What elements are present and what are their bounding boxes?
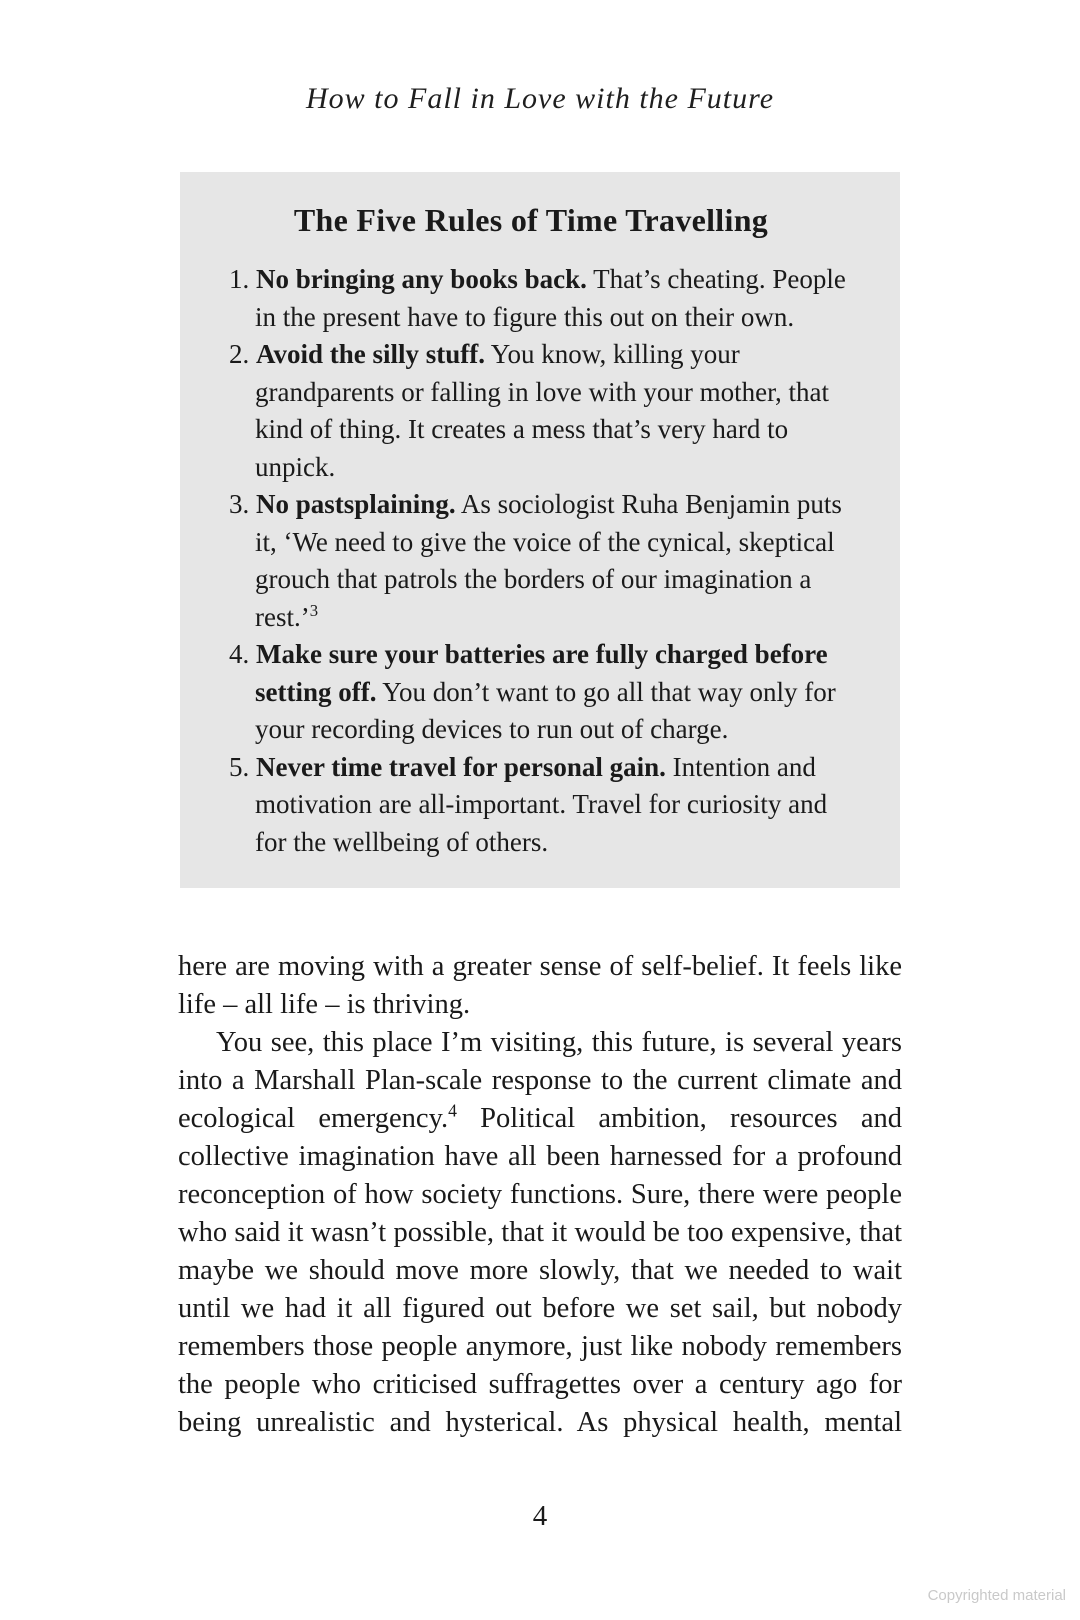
footnote-ref: 3 bbox=[309, 600, 319, 620]
paragraph-text: You see, this place I’m visiting, this future, is several years into a Marshall Plan-scale response to the current climate and ecological emergency. bbox=[178, 1027, 902, 1134]
rule-lead: No bringing any books back. bbox=[256, 264, 587, 294]
rules-list bbox=[204, 261, 858, 861]
rules-box-title: The Five Rules of Time Travelling bbox=[293, 202, 769, 238]
rule-text: You don’t want to go all that way only for your recording devices to run out of charge. bbox=[255, 676, 836, 744]
paragraph-text: Political ambition, resources and collective imagination have all been harnessed for a profound reconception of how society functions. Sure, there were people who said it wasn’t possible, that it would be too expensive, that maybe we should move more slowly, that we needed to wait until we had it all figured out before we set sail, but nobody remembers those people anymore, just like nobody remembers the people who criticised suffragettes over a century ago for being unrealistic and hysterical. As physical health, mental bbox=[178, 1103, 902, 1438]
rule-text: Intention and motivation are all-important. Travel for curiosity and for the wellbeing of others. bbox=[255, 751, 828, 857]
rule-item-1 bbox=[204, 261, 858, 336]
rule-item-3 bbox=[204, 486, 858, 636]
rule-item-5 bbox=[204, 749, 858, 862]
rule-number: 5. bbox=[229, 751, 250, 782]
rule-number: 3. bbox=[229, 489, 250, 519]
rule-number: 4. bbox=[229, 639, 250, 669]
rule-text: That’s cheating. People in the present have to figure this out on their own. bbox=[255, 264, 846, 332]
footnote-ref: 4 bbox=[448, 1100, 457, 1121]
running-head: How to Fall in Love with the Future bbox=[305, 82, 775, 115]
copyright-watermark: Copyrighted material bbox=[927, 1587, 1066, 1604]
rule-lead: Avoid the silly stuff. bbox=[256, 339, 486, 369]
rule-lead: Make sure your batteries are fully charged before setting off. bbox=[255, 639, 828, 707]
rule-item-2 bbox=[204, 336, 858, 486]
body-paragraph bbox=[178, 1024, 902, 1442]
rules-box bbox=[180, 172, 900, 888]
rule-text: You know, killing your grandparents or falling in love with your mother, that kind of thing. It creates a mess that’s very hard to unpick. bbox=[255, 339, 830, 482]
rule-text: As sociologist Ruha Benjamin puts it, ‘We need to give the voice of the cynical, skeptical grouch that patrols the borders of our imagination a rest.’ bbox=[255, 489, 842, 632]
rule-item-4 bbox=[204, 636, 858, 749]
rule-number: 2. bbox=[229, 339, 250, 369]
rule-lead: No pastsplaining. bbox=[256, 489, 456, 519]
page-number: 4 bbox=[532, 1500, 548, 1532]
rule-lead: Never time travel for personal gain. bbox=[256, 751, 666, 782]
rule-number: 1. bbox=[229, 264, 250, 294]
body-text bbox=[178, 948, 902, 1442]
body-paragraph-continued: here are moving with a greater sense of self-belief. It feels like life – all life – is thriving. bbox=[178, 951, 902, 1020]
